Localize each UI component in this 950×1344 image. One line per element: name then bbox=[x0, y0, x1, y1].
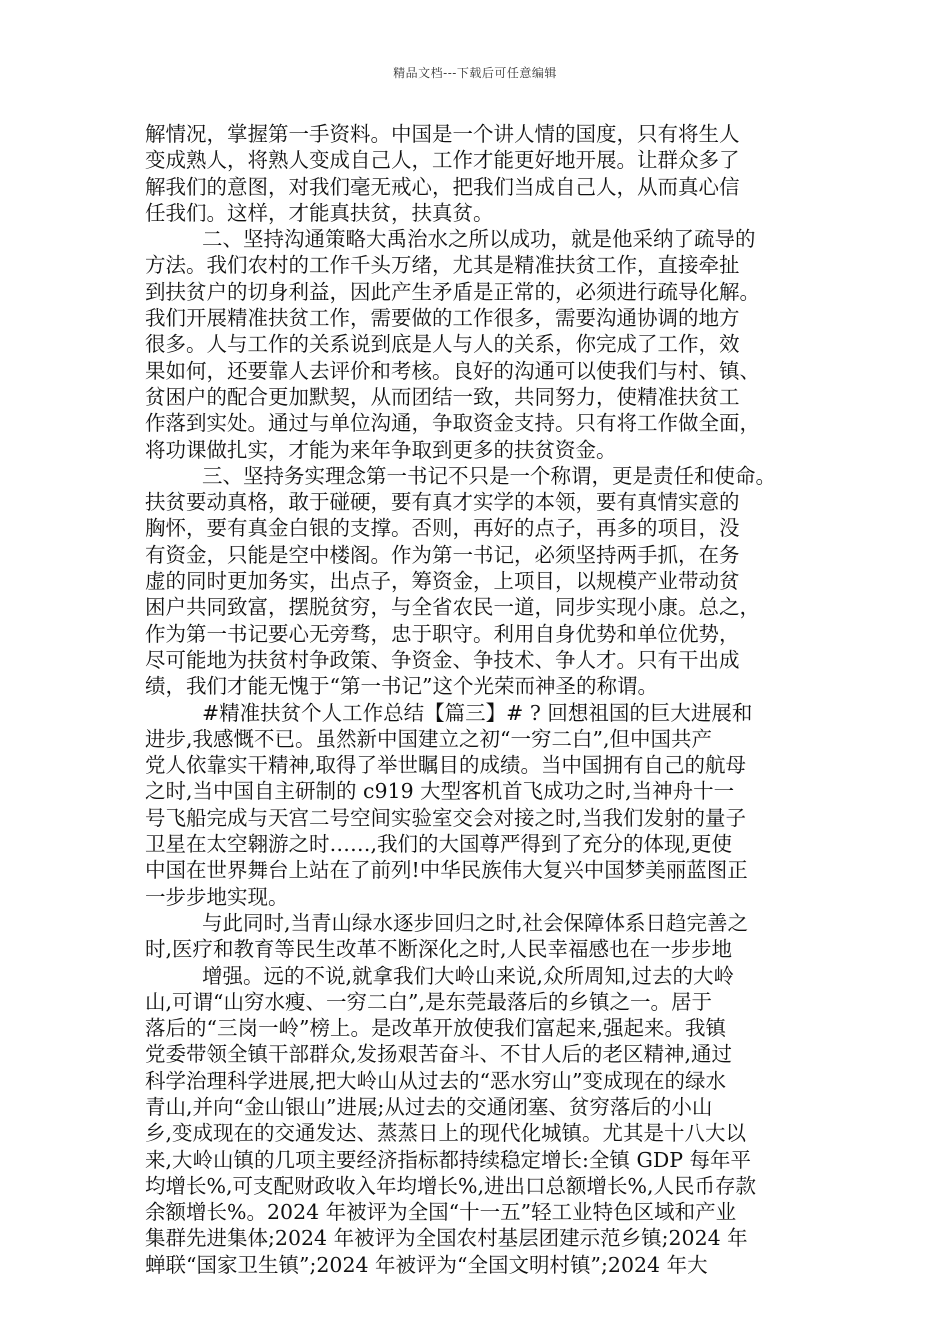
section-heading-line: #精准扶贫个人工作总结【篇三】# ? 回想祖国的巨大进展和 bbox=[202, 700, 753, 725]
text-line: 困户共同致富，摆脱贫穷，与全省农民一道，同步实现小康。总之， bbox=[145, 595, 760, 620]
text-line: 解我们的意图，对我们毫无戒心，把我们当成自己人，从而真心信 bbox=[145, 174, 740, 199]
text-line: 中国在世界舞台上站在了前列!中华民族伟大复兴中国梦美丽蓝图正 bbox=[145, 858, 748, 883]
text-line: 余额增长%。2024 年被评为全国“十一五”轻工业特色区域和产业 bbox=[145, 1200, 737, 1225]
text-line: 尽可能地为扶贫村争政策、争资金、争技术、争人才。只有干出成 bbox=[145, 647, 740, 672]
text-line: 集群先进集体;2024 年被评为全国农村基层团建示范乡镇;2024 年 bbox=[145, 1226, 748, 1251]
text-line: 很多。人与工作的关系说到底是人与人的关系，你完成了工作，效 bbox=[145, 332, 740, 357]
text-line: 作落到实处。通过与单位沟通，争取资金支持。只有将工作做全面， bbox=[145, 411, 760, 436]
text-line: 党委带领全镇干部群众,发扬艰苦奋斗、不甘人后的老区精神,通过 bbox=[145, 1042, 733, 1067]
text-line: 一步步地实现。 bbox=[145, 884, 289, 909]
text-line: 二、坚持沟通策略大禹治水之所以成功，就是他采纳了疏导的 bbox=[202, 227, 756, 252]
text-line: 时,医疗和教育等民生改革不断深化之时,人民幸福感也在一步步地 bbox=[145, 937, 733, 962]
text-line: 扶贫要动真格，敢于碰硬，要有真才实学的本领，要有真情实意的 bbox=[145, 490, 740, 515]
text-line: 方法。我们农村的工作千头万绪，尤其是精准扶贫工作，直接牵扯 bbox=[145, 253, 740, 278]
text-line: 变成熟人，将熟人变成自己人，工作才能更好地开展。让群众多了 bbox=[145, 148, 740, 173]
text-line: 来,大岭山镇的几项主要经济指标都持续稳定增长:全镇 GDP 每年平 bbox=[145, 1147, 752, 1172]
text-line: 胸怀，要有真金白银的支撑。否则，再好的点子，再多的项目，没 bbox=[145, 516, 740, 541]
text-line: 党人依靠实干精神,取得了举世瞩目的成绩。当中国拥有自己的航母 bbox=[145, 753, 747, 778]
page-header: 精品文档---下载后可任意编辑 bbox=[393, 66, 557, 80]
text-line: 解情况，掌握第一手资料。中国是一个讲人情的国度，只有将生人 bbox=[145, 122, 740, 146]
text-line: 蝉联“国家卫生镇”;2024 年被评为“全国文明村镇”;2024 年大 bbox=[145, 1252, 708, 1277]
text-line: 进步,我感慨不已。虽然新中国建立之初“一穷二白”,但中国共产 bbox=[145, 726, 712, 751]
text-line: 我们开展精准扶贫工作，需要做的工作很多，需要沟通协调的地方 bbox=[145, 306, 740, 331]
document-body bbox=[145, 121, 813, 1278]
text-line: 与此同时,当青山绿水逐步回归之时,社会保障体系日趋完善之 bbox=[202, 910, 749, 935]
text-line: 乡,变成现在的交通发达、蒸蒸日上的现代化城镇。尤其是十八大以 bbox=[145, 1121, 747, 1146]
text-line: 果如何，还要靠人去评价和考核。良好的沟通可以使我们与村、镇、 bbox=[145, 358, 760, 383]
text-line: 作为第一书记要心无旁骛，忠于职守。利用自身优势和单位优势， bbox=[145, 621, 740, 646]
text-line: 到扶贫户的切身利益，因此产生矛盾是正常的，必须进行疏导化解。 bbox=[145, 279, 760, 304]
text-line: 绩，我们才能无愧于“第一书记”这个光荣而神圣的称谓。 bbox=[145, 674, 658, 699]
text-line: 之时,当中国自主研制的 c919 大型客机首飞成功之时,当神舟十一 bbox=[145, 779, 735, 804]
text-line: 落后的“三岗一岭”榜上。是改革开放使我们富起来,强起来。我镇 bbox=[145, 1016, 726, 1041]
text-line: 三、坚持务实理念第一书记不只是一个称谓，更是责任和使命。 bbox=[202, 463, 776, 488]
text-line: 号飞船完成与天宫二号空间实验室交会对接之时,当我们发射的量子 bbox=[145, 805, 747, 830]
text-line: 任我们。这样，才能真扶贫，扶真贫。 bbox=[145, 200, 494, 225]
text-line: 均增长%,可支配财政收入年均增长%,进出口总额增长%,人民币存款 bbox=[145, 1173, 756, 1198]
text-line: 山,可谓“山穷水瘦、一穷二白”,是东莞最落后的乡镇之一。居于 bbox=[145, 989, 712, 1014]
text-line: 卫星在太空翱游之时……,我们的大国尊严得到了充分的体现,更使 bbox=[145, 832, 733, 857]
text-line: 科学治理科学进展,把大岭山从过去的“恶水穷山”变成现在的绿水 bbox=[145, 1068, 726, 1093]
text-line: 将功课做扎实，才能为来年争取到更多的扶贫资金。 bbox=[145, 437, 617, 462]
text-line: 青山,并向“金山银山”进展;从过去的交通闭塞、贫穷落后的小山 bbox=[145, 1094, 713, 1119]
text-line: 增强。远的不说,就拿我们大岭山来说,众所周知,过去的大岭 bbox=[202, 963, 735, 988]
text-line: 虚的同时更加务实，出点子，筹资金，上项目，以规模产业带动贫 bbox=[145, 569, 740, 594]
text-line: 贫困户的配合更加默契，从而团结一致，共同努力，使精准扶贫工 bbox=[145, 384, 740, 409]
text-line: 有资金，只能是空中楼阁。作为第一书记，必须坚持两手抓，在务 bbox=[145, 542, 740, 567]
